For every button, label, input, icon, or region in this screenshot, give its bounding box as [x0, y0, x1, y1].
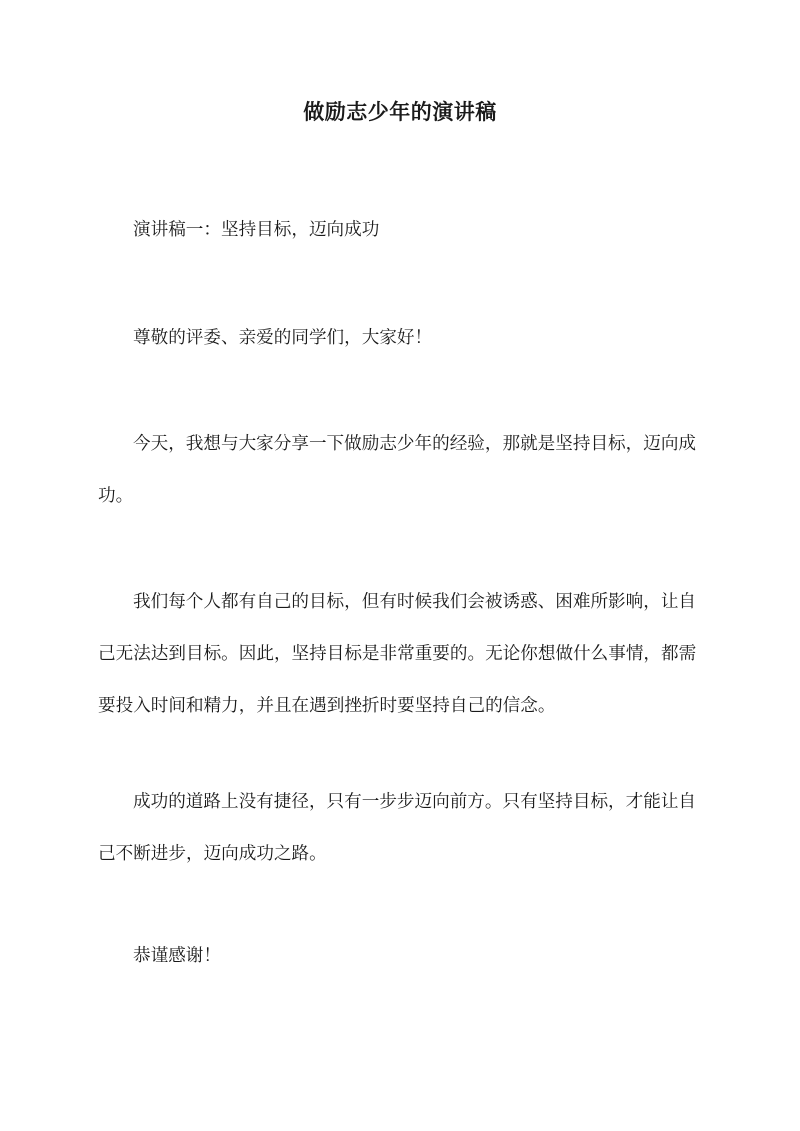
- document-title: 做励志少年的演讲稿: [303, 99, 497, 124]
- body-paragraph: 我们每个人都有自己的目标，但有时候我们会被诱惑、困难所影响，让自己无法达到目标。因此，坚持目标是非常重要的。无论你想做什么事情，都需要投入时间和精力，并且在遇到挫折时要坚持自己的信念。: [98, 592, 697, 716]
- closing-paragraph: 恭谨感谢！: [133, 946, 221, 966]
- greeting-paragraph: 尊敬的评委、亲爱的同学们，大家好！: [133, 328, 433, 348]
- speech-heading: 演讲稿一：坚持目标，迈向成功: [133, 220, 380, 240]
- intro-paragraph: 今天，我想与大家分享一下做励志少年的经验，那就是坚持目标，迈向成功。: [98, 434, 697, 506]
- body-paragraph: 成功的道路上没有捷径，只有一步步迈向前方。只有坚持目标，才能让自己不断进步，迈向成功之路。: [98, 792, 697, 864]
